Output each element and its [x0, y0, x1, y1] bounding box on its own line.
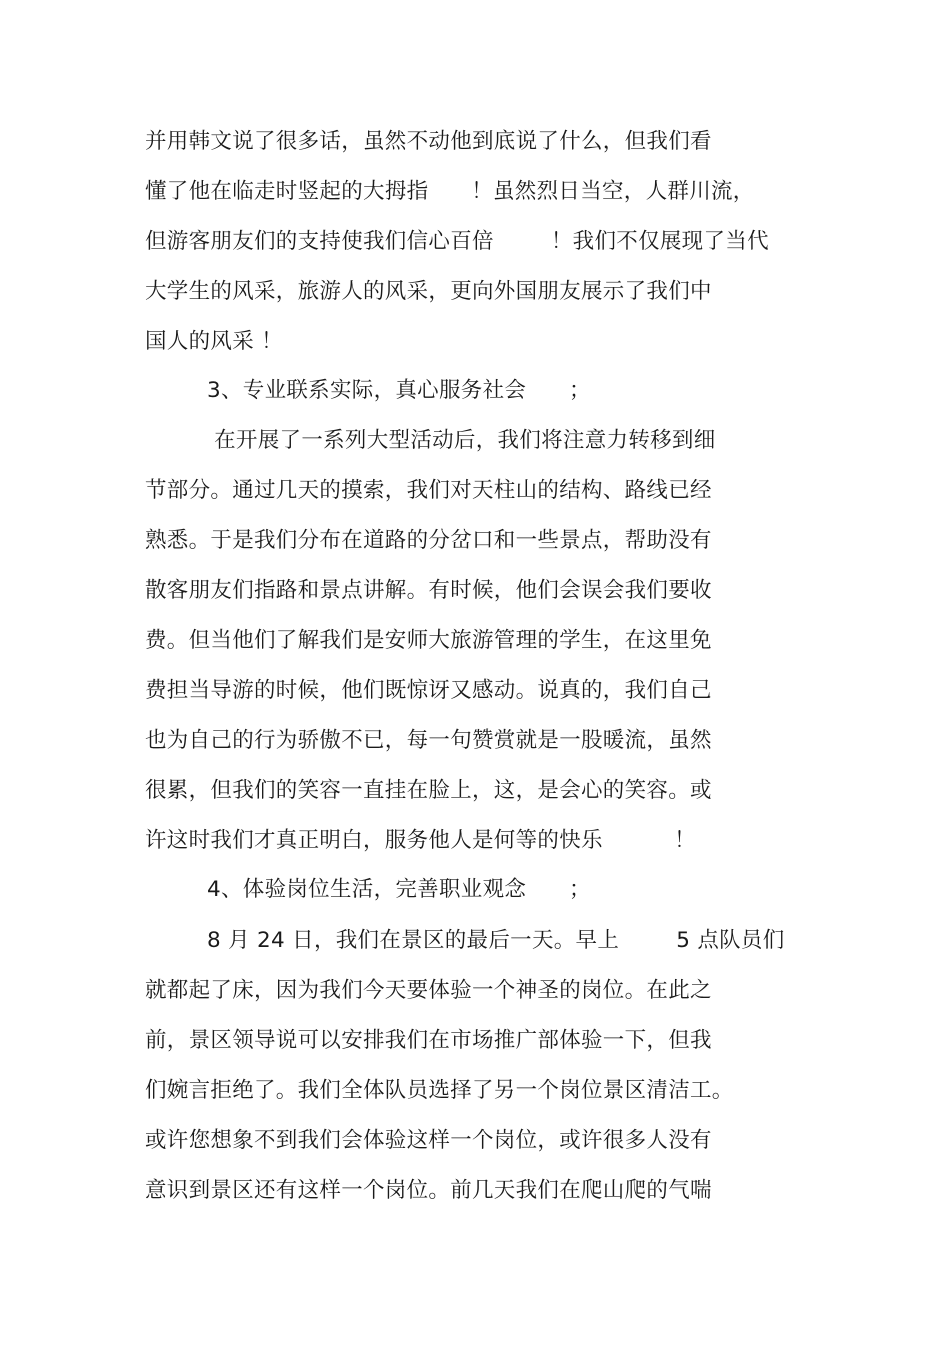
text-line: 或许您想象不到我们会体验这样一个岗位，或许很多人没有 [145, 1128, 712, 1153]
text-line: 很累，但我们的笑容一直挂在脸上，这，是会心的笑容。或 [145, 778, 712, 803]
text-line: 懂了他在临走时竖起的大拇指 ！虽然烈日当空，人群川流， [145, 179, 755, 204]
text-line: 8 月 24 日，我们在景区的最后一天。早上 5 点队员们 [207, 928, 785, 953]
text-line: 在开展了一系列大型活动后，我们将注意力转移到细 [207, 428, 716, 453]
text-line: 前，景区领导说可以安排我们在市场推广部体验一下，但我 [145, 1028, 712, 1053]
text-line: 费担当导游的时候，他们既惊讶又感动。说真的，我们自己 [145, 678, 712, 703]
text-line: 们婉言拒绝了。我们全体队员选择了另一个岗位景区清洁工。 [145, 1078, 734, 1103]
text-line: 节部分。通过几天的摸索，我们对天柱山的结构、路线已经 [145, 478, 712, 503]
section-heading-4: 4、体验岗位生活，完善职业观念 ； [207, 877, 591, 902]
text-line: 但游客朋友们的支持使我们信心百倍 ！我们不仅展现了当代 [145, 229, 769, 254]
text-line: 意识到景区还有这样一个岗位。前几天我们在爬山爬的气喘 [145, 1178, 712, 1203]
text-line: 大学生的风采，旅游人的风采，更向外国朋友展示了我们中 [145, 279, 712, 304]
text-line: 并用韩文说了很多话，虽然不动他到底说了什么，但我们看 [145, 129, 712, 154]
text-line: 费。但当他们了解我们是安师大旅游管理的学生，在这里免 [145, 628, 712, 653]
text-line: 就都起了床，因为我们今天要体验一个神圣的岗位。在此之 [145, 978, 712, 1003]
text-line: 国人的风采 ！ [145, 329, 283, 354]
section-heading-3: 3、专业联系实际，真心服务社会 ； [207, 378, 591, 403]
text-line: 也为自己的行为骄傲不已，每一句赞赏就是一股暖流，虽然 [145, 728, 712, 753]
text-line: 散客朋友们指路和景点讲解。有时候，他们会误会我们要收 [145, 578, 712, 603]
text-line: 熟悉。于是我们分布在道路的分岔口和一些景点，帮助没有 [145, 528, 712, 553]
text-line: 许这时我们才真正明白，服务他人是何等的快乐 ！ [145, 828, 696, 853]
